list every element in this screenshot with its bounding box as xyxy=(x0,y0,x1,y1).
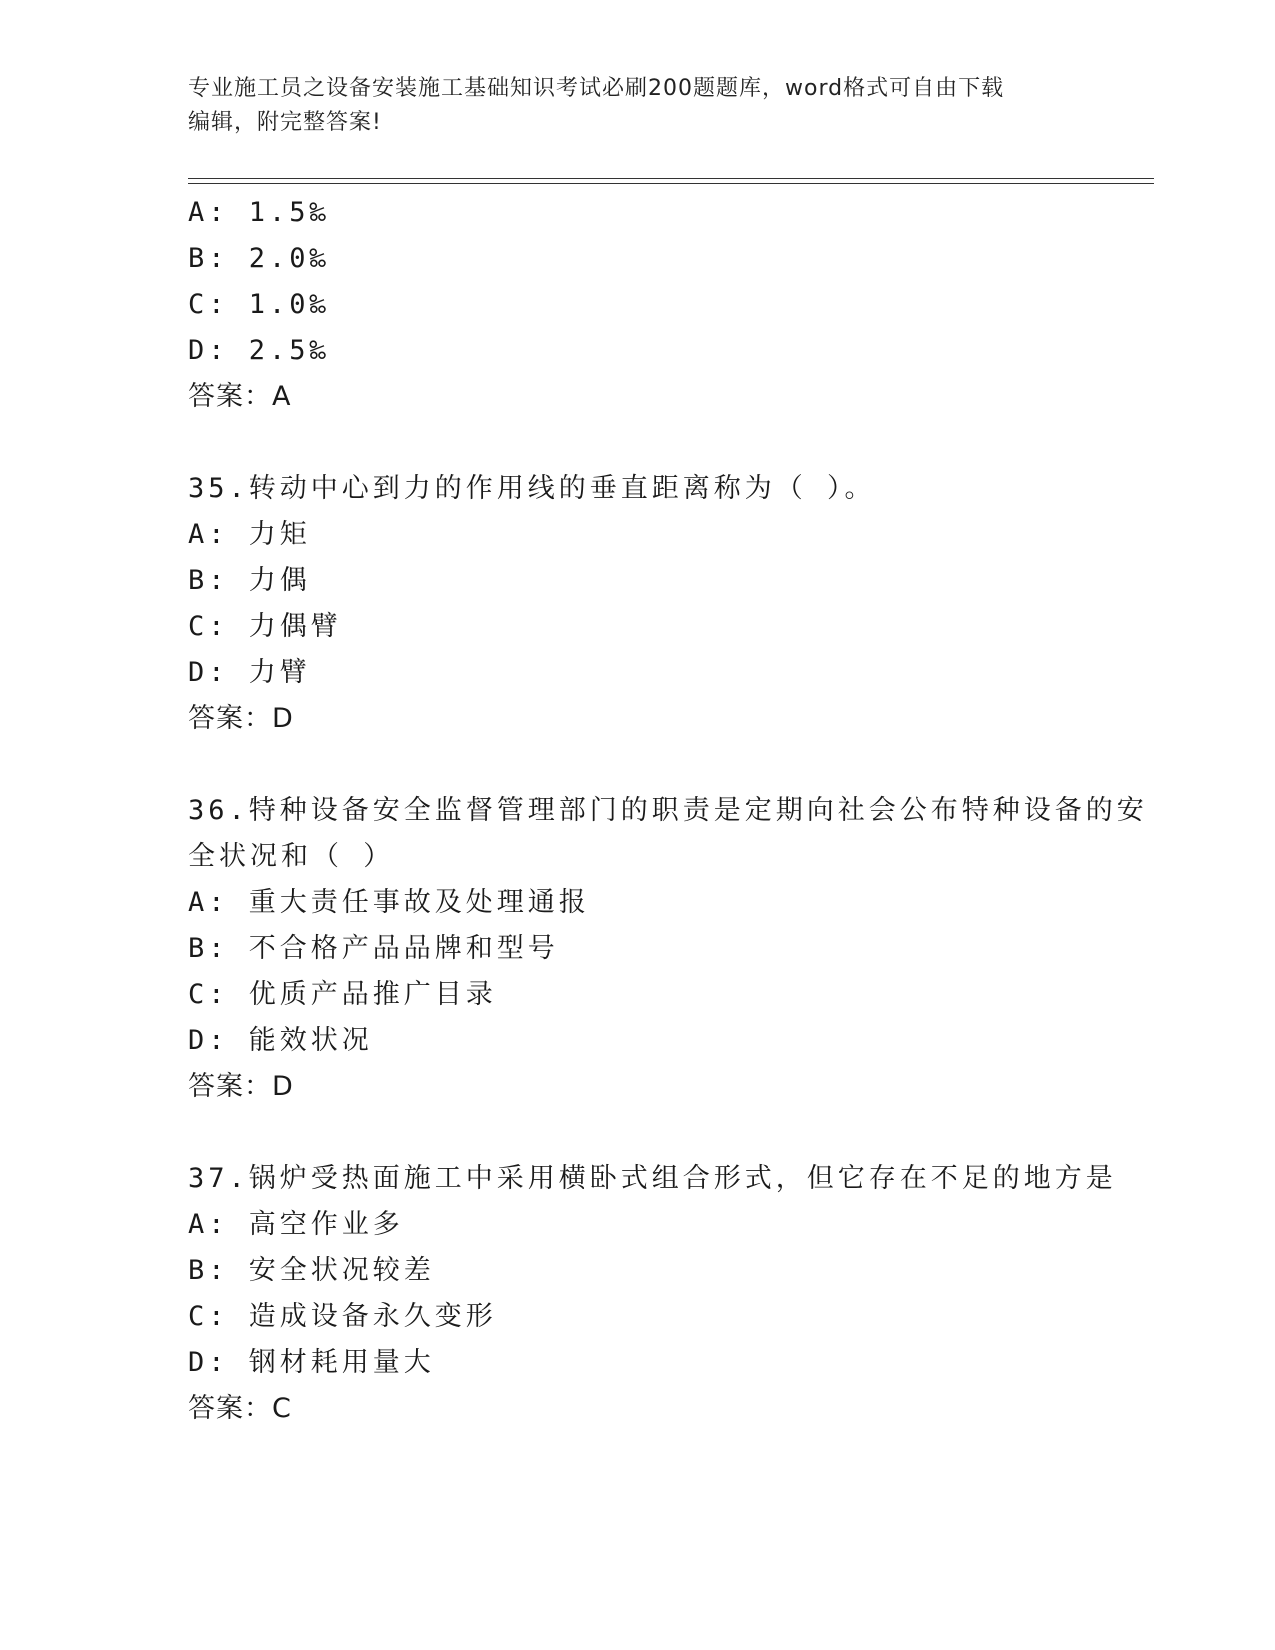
header-divider-top xyxy=(188,178,1154,179)
option-a xyxy=(188,190,1088,236)
option-text: 优质产品推广目录 xyxy=(248,979,497,1010)
question-block-35 xyxy=(188,466,1088,742)
option-c xyxy=(188,282,1088,328)
header-title-line-1: 专业施工员之设备安装施工基础知识考试必刷200题题库，word格式可自由下载 xyxy=(188,76,1005,101)
option-key: B: xyxy=(188,565,229,596)
option-text: 造成设备永久变形 xyxy=(248,1301,497,1332)
option-key: B: xyxy=(188,933,229,964)
option-key: C: xyxy=(188,611,229,642)
option-key: D: xyxy=(188,657,229,688)
option-b xyxy=(188,558,1088,604)
option-d xyxy=(188,1018,1088,1064)
option-text: 2.0‰ xyxy=(248,243,330,274)
option-d xyxy=(188,1340,1088,1386)
option-b xyxy=(188,926,1088,972)
header-divider-bottom xyxy=(188,183,1154,184)
question-spacer xyxy=(188,742,1088,788)
header-title-line-2: 编辑，附完整答案! xyxy=(188,110,382,135)
answer-line: 答案：D xyxy=(188,703,294,734)
option-text: 力偶 xyxy=(248,565,311,596)
question-stem: 37.锅炉受热面施工中采用横卧式组合形式，但它存在不足的地方是 xyxy=(188,1163,1117,1194)
answer-line: 答案：C xyxy=(188,1393,292,1424)
option-b xyxy=(188,1248,1088,1294)
answer-line: 答案：D xyxy=(188,1071,294,1102)
option-key: A: xyxy=(188,197,229,228)
option-b xyxy=(188,236,1088,282)
option-d xyxy=(188,328,1088,374)
option-text: 钢材耗用量大 xyxy=(248,1347,435,1378)
option-text: 安全状况较差 xyxy=(248,1255,435,1286)
question-list xyxy=(188,190,1148,1432)
option-text: 力矩 xyxy=(248,519,311,550)
document-header xyxy=(188,72,1068,140)
question-stem: 35.转动中心到力的作用线的垂直距离称为（ ）。 xyxy=(188,473,876,504)
option-text: 不合格产品品牌和型号 xyxy=(248,933,559,964)
option-text: 高空作业多 xyxy=(248,1209,404,1240)
option-c xyxy=(188,972,1088,1018)
option-key: B: xyxy=(188,243,229,274)
option-key: A: xyxy=(188,519,229,550)
option-key: A: xyxy=(188,1209,229,1240)
option-key: D: xyxy=(188,1025,229,1056)
option-text: 力臂 xyxy=(248,657,311,688)
option-key: C: xyxy=(188,289,229,320)
option-a xyxy=(188,880,1088,926)
question-block-36 xyxy=(188,788,1148,1110)
question-stem-continued: 全状况和（ ） xyxy=(188,841,395,872)
option-c xyxy=(188,604,1088,650)
question-block-37 xyxy=(188,1156,1117,1432)
option-a xyxy=(188,512,1088,558)
answer-line: 答案：A xyxy=(188,381,292,412)
question-block-34 xyxy=(188,190,1088,420)
option-key: B: xyxy=(188,1255,229,1286)
option-key: D: xyxy=(188,1347,229,1378)
question-stem: 36.特种设备安全监督管理部门的职责是定期向社会公布特种设备的安 xyxy=(188,795,1148,826)
option-text: 力偶臂 xyxy=(248,611,342,642)
option-text: 2.5‰ xyxy=(248,335,330,366)
option-key: C: xyxy=(188,979,229,1010)
option-text: 1.0‰ xyxy=(248,289,330,320)
question-spacer xyxy=(188,420,1088,466)
option-key: C: xyxy=(188,1301,229,1332)
option-key: D: xyxy=(188,335,229,366)
question-spacer xyxy=(188,1110,1088,1156)
option-c xyxy=(188,1294,1088,1340)
option-a xyxy=(188,1202,1088,1248)
option-key: A: xyxy=(188,887,229,918)
option-d xyxy=(188,650,1088,696)
option-text: 能效状况 xyxy=(248,1025,373,1056)
option-text: 1.5‰ xyxy=(248,197,330,228)
option-text: 重大责任事故及处理通报 xyxy=(248,887,590,918)
